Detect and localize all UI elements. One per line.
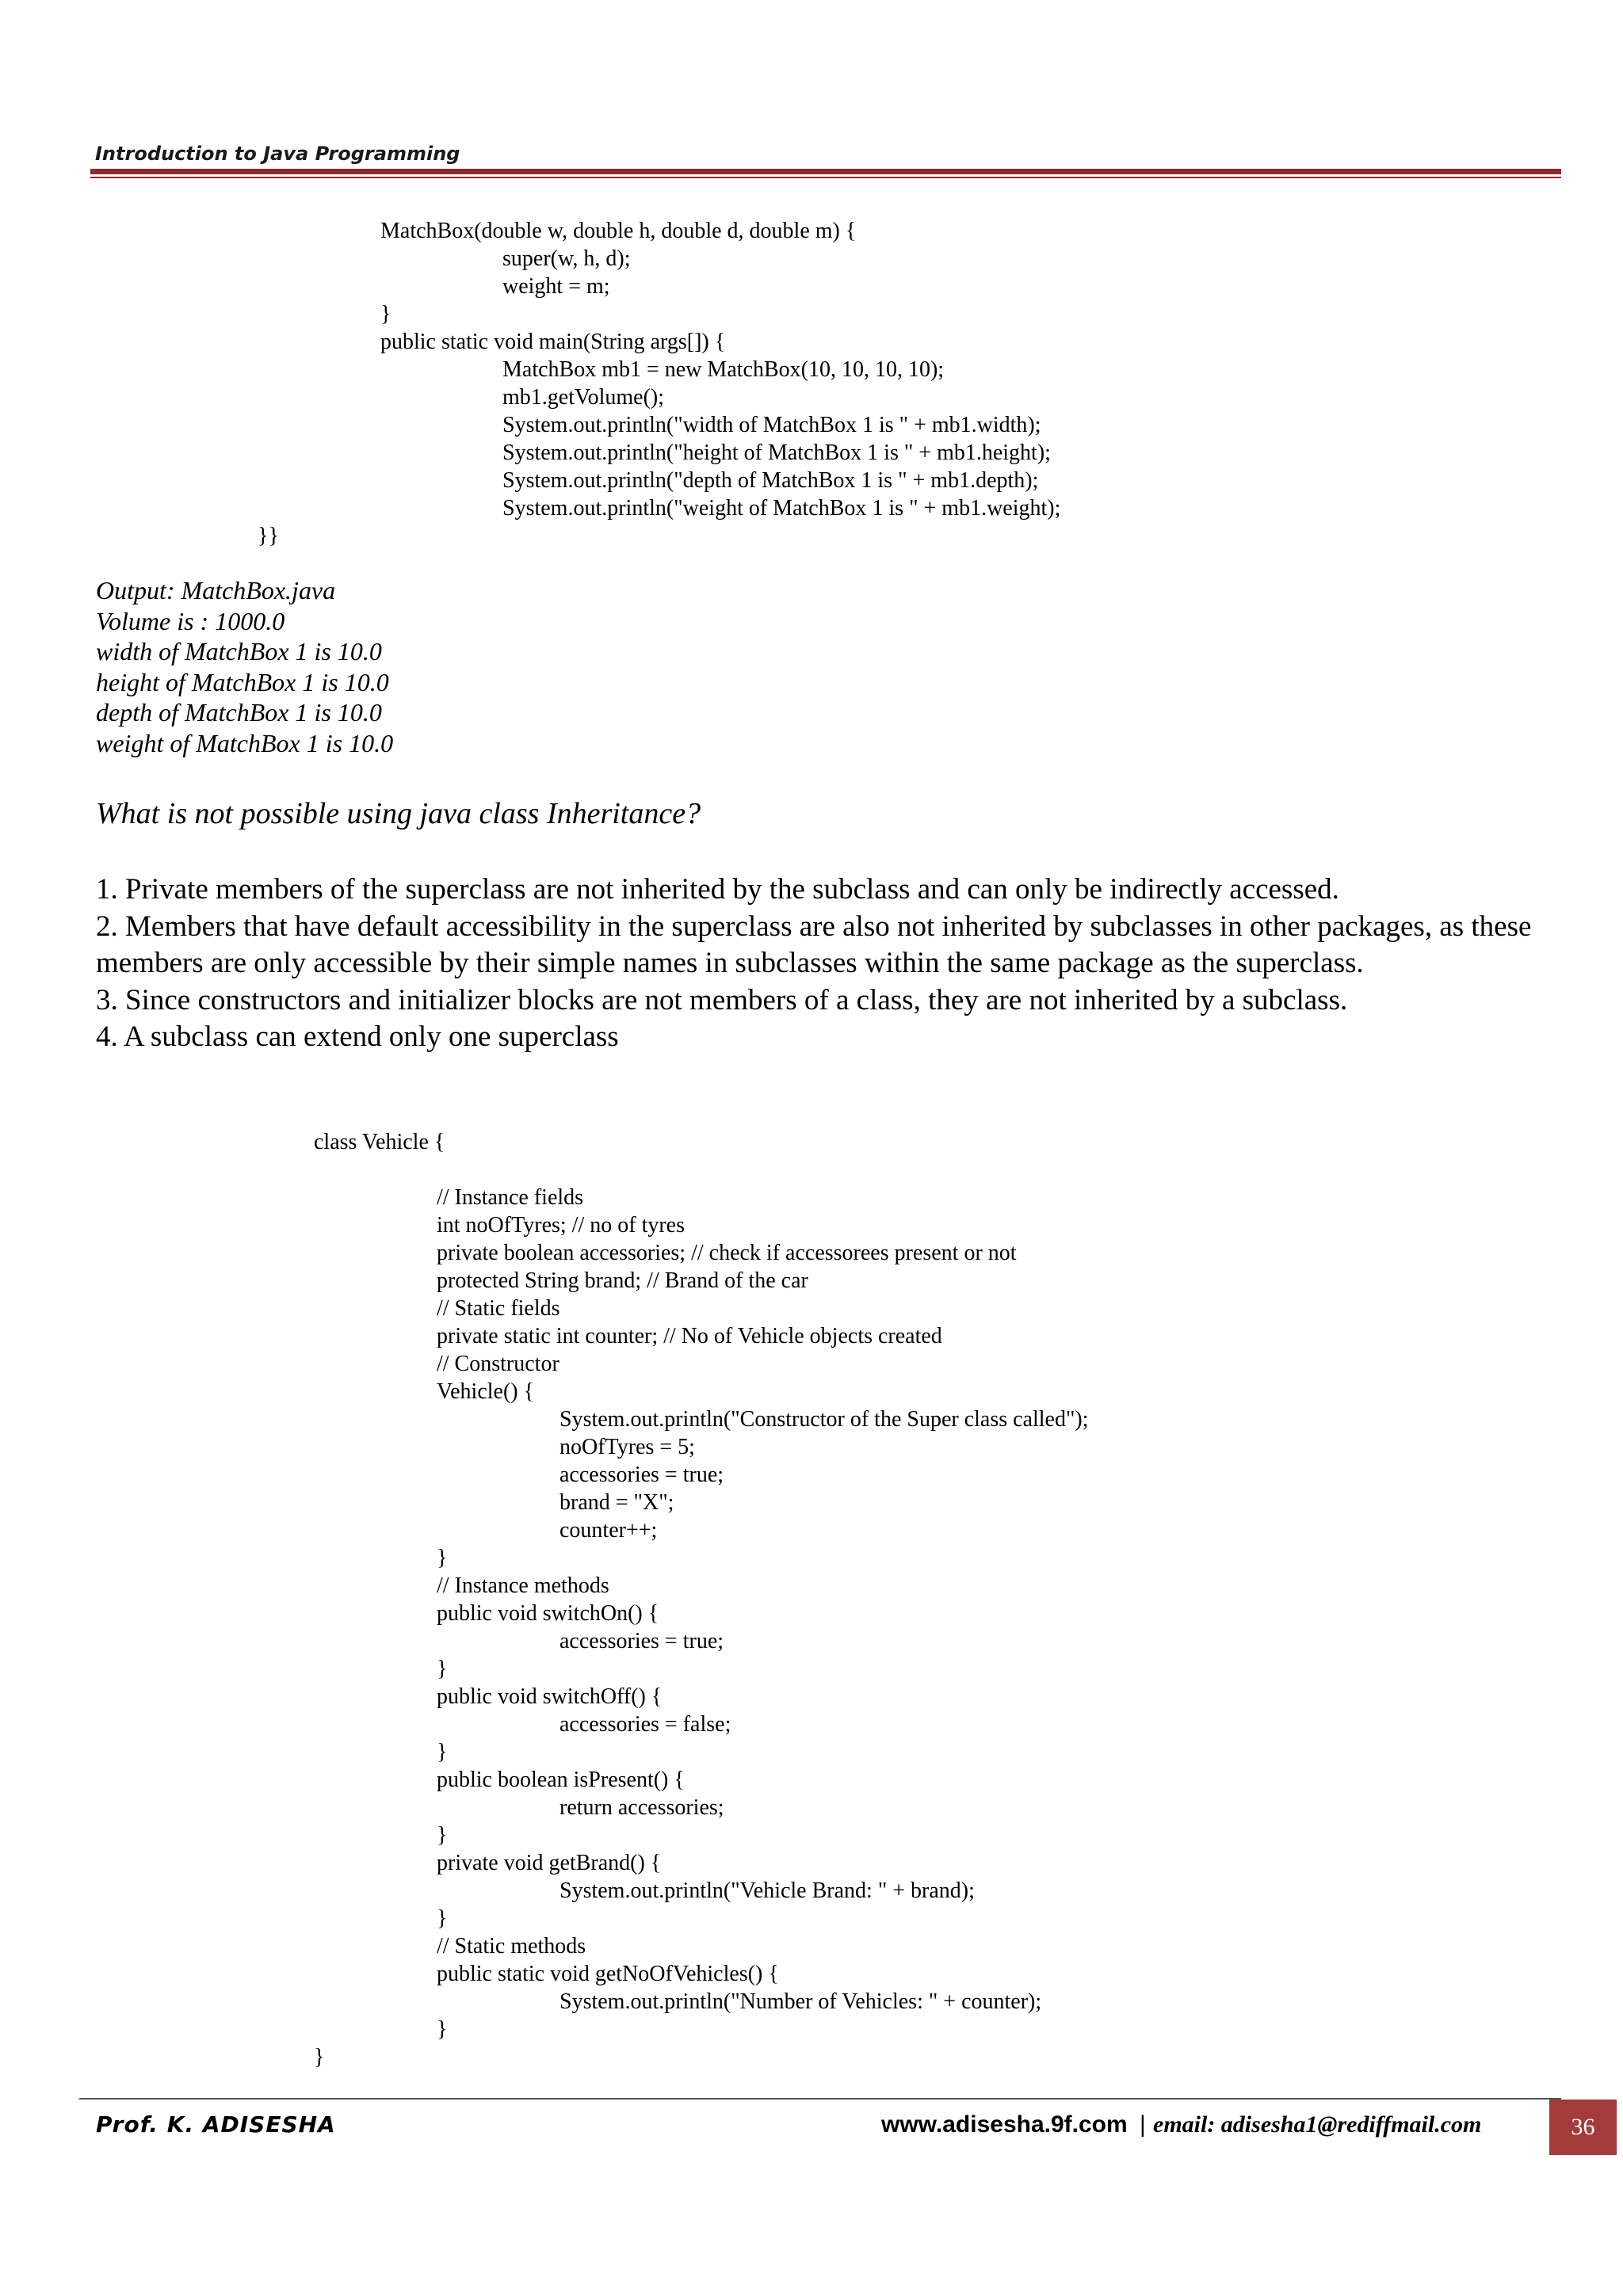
code-line: // Instance fields [437, 1185, 584, 1210]
output-line: height of MatchBox 1 is 10.0 [96, 667, 389, 696]
header-rule-thin [90, 177, 1561, 178]
code-line: System.out.println("Vehicle Brand: " + brand); [559, 1878, 975, 1903]
code-line: public void switchOn() { [437, 1601, 659, 1626]
code-line: protected String brand; // Brand of the car [437, 1268, 808, 1293]
code-line: public boolean isPresent() { [437, 1768, 685, 1792]
code-line: System.out.println("Constructor of the Super class called"); [559, 1407, 1089, 1432]
code-block-vehicle [314, 1128, 1089, 2071]
code-line: private void getBrand() { [437, 1851, 662, 1875]
code-line: accessories = true; [559, 1629, 724, 1653]
section-question-heading: What is not possible using java class Inheritance? [96, 797, 701, 830]
code-line: return accessories; [559, 1795, 724, 1820]
code-line: brand = "X"; [559, 1490, 674, 1515]
code-line: accessories = true; [559, 1463, 724, 1487]
code-line: private boolean accessories; // check if accessorees present or not [437, 1241, 1017, 1265]
output-line: depth of MatchBox 1 is 10.0 [96, 698, 382, 727]
code-line: } [437, 1823, 448, 1848]
code-line: } [314, 2045, 325, 2069]
code-line: super(w, h, d); [502, 246, 631, 271]
footer-website: www.adisesha.9f.com [881, 2111, 1128, 2138]
code-line: System.out.println("width of MatchBox 1 is " + mb1.width); [502, 413, 1041, 437]
output-line: width of MatchBox 1 is 10.0 [96, 637, 382, 666]
code-line: } [437, 1546, 448, 1570]
code-line: } [437, 1740, 448, 1764]
page-number: 36 [1571, 2114, 1595, 2140]
code-line: public void switchOff() { [437, 1684, 663, 1709]
code-line: // Constructor [437, 1352, 559, 1376]
footer-separator: | [1140, 2111, 1146, 2138]
footer-rule [79, 2098, 1561, 2100]
code-line: Vehicle() { [437, 1379, 535, 1404]
code-line: counter++; [559, 1518, 658, 1543]
code-line: } [437, 1906, 448, 1931]
page-number-badge [1549, 2100, 1617, 2155]
point-item: 1. Private members of the superclass are not inherited by the subclass and can only be indirectly accessed. [96, 873, 1339, 906]
code-line: weight = m; [502, 274, 610, 299]
code-line: int noOfTyres; // no of tyres [437, 1213, 685, 1238]
code-line: public static void main(String args[]) { [380, 330, 726, 354]
code-line: class Vehicle { [314, 1130, 445, 1154]
code-line: mb1.getVolume(); [502, 385, 665, 410]
header-rule-thick [90, 169, 1561, 174]
program-output [96, 575, 393, 758]
code-line: } [380, 302, 391, 326]
footer-email: email: adisesha1@rediffmail.com [1153, 2111, 1482, 2138]
code-line: noOfTyres = 5; [559, 1435, 695, 1459]
code-line: MatchBox(double w, double h, double d, double m) { [380, 219, 857, 243]
output-line: Output: MatchBox.java [96, 576, 336, 605]
output-line: Volume is : 1000.0 [96, 606, 285, 635]
code-line [314, 1156, 1089, 1184]
point-item: 3. Since constructors and initializer blocks are not members of a class, they are not inherited by a subclass. [96, 983, 1348, 1016]
code-block-matchbox [258, 217, 1061, 550]
code-line: }} [258, 524, 279, 548]
code-line: System.out.println("weight of MatchBox 1 is " + mb1.weight); [502, 496, 1061, 521]
point-item: 2. Members that have default accessibility in the superclass are also not inherited by subclasses in other packages, as these members are only accessible by their simple names in subclasses within the same package as the superclass. [96, 910, 1532, 979]
code-line: System.out.println("height of MatchBox 1 is " + mb1.height); [502, 441, 1051, 465]
footer-author: Prof. K. ADISESHA [96, 2111, 336, 2138]
code-line: public static void getNoOfVehicles() { [437, 1962, 779, 1986]
code-line: private static int counter; // No of Vehicle objects created [437, 1324, 942, 1348]
code-line: // Static fields [437, 1296, 560, 1321]
code-line: System.out.println("depth of MatchBox 1 is " + mb1.depth); [502, 468, 1039, 493]
code-line: } [437, 1657, 448, 1681]
code-line: } [437, 2017, 448, 2042]
running-header-title: Introduction to Java Programming [95, 143, 460, 165]
code-line: accessories = false; [559, 1712, 731, 1737]
output-line: weight of MatchBox 1 is 10.0 [96, 728, 394, 757]
inheritance-points-list [96, 871, 1570, 1056]
code-line: System.out.println("Number of Vehicles: " + counter); [559, 1989, 1042, 2014]
point-item: 4. A subclass can extend only one superclass [96, 1020, 619, 1053]
code-line: MatchBox mb1 = new MatchBox(10, 10, 10, 10); [502, 357, 945, 382]
code-line: // Static methods [437, 1934, 586, 1958]
code-line: // Instance methods [437, 1573, 609, 1598]
